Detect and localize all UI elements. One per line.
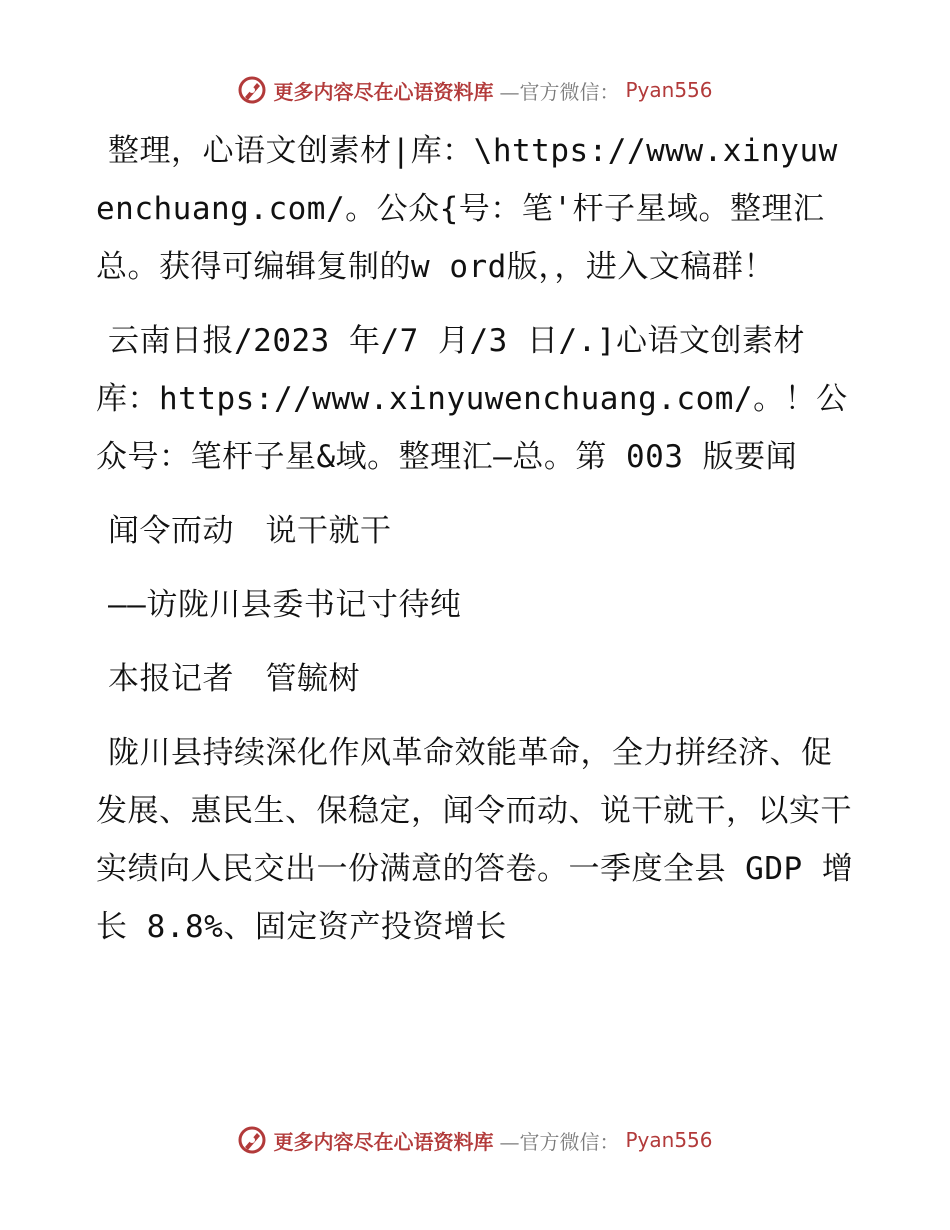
banner-wechat-id: Pyan556 — [625, 1128, 713, 1152]
header-watermark-banner — [0, 70, 950, 110]
article-byline: 本报记者 管毓树 — [108, 661, 360, 697]
banner-site-text: 更多内容尽在心语资料库 — [273, 79, 494, 104]
pen-logo-icon — [237, 1125, 267, 1155]
article-title: 闻令而动 说干就干 — [108, 513, 392, 549]
article-body-paragraph: 陇川县持续深化作风革命效能革命，全力拼经济、促发展、惠民生、保稳定，闻令而动、说干就干，以实干实绩向人民交出一份满意的答卷。一季度全县 GDP 增长 8.8%、固定资产投资增长 — [96, 735, 854, 945]
document-body — [96, 122, 856, 972]
banner-site-text: 更多内容尽在心语资料库 — [273, 1129, 494, 1154]
footer-watermark-banner — [0, 1120, 950, 1160]
source-paragraph: 云南日报/2023 年/7 月/3 日/.]心语文创素材库：https://www.xinyuwenchuang.com/。！公众号：笔杆子星&域。整理汇—总。第 003 版要闻 — [96, 323, 848, 475]
banner-wechat-label: —官方微信： — [499, 79, 620, 104]
banner-wechat-id: Pyan556 — [625, 78, 713, 102]
banner-wechat-label: —官方微信： — [499, 1129, 620, 1154]
article-subtitle: ——访陇川县委书记寸待纯 — [108, 587, 462, 623]
intro-paragraph: 整理，心语文创素材|库：\https://www.xinyuwenchuang.com/。公众{号：笔'杆子星域。整理汇总。获得可编辑复制的w ord版，，进入文稿群！ — [96, 133, 838, 285]
pen-logo-icon — [237, 75, 267, 105]
